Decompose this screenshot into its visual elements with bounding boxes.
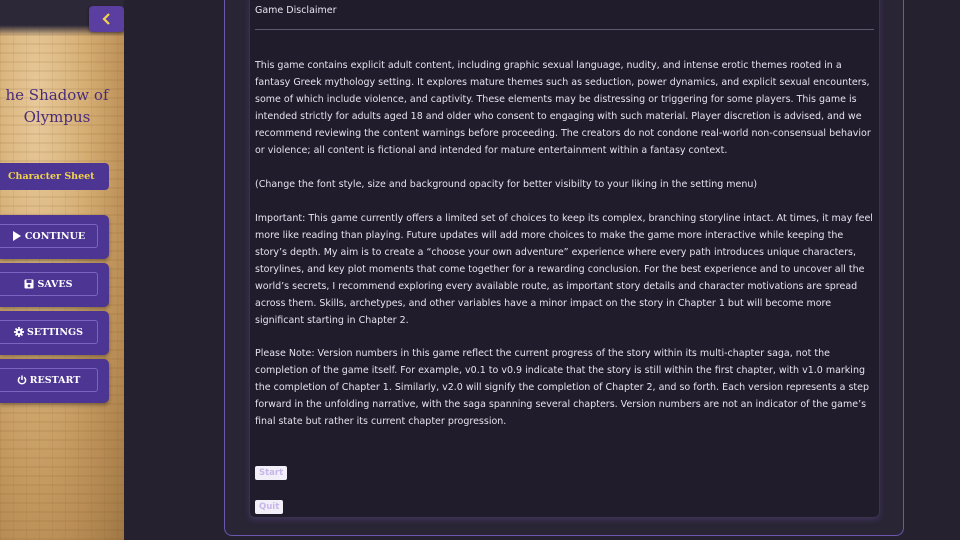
power-icon xyxy=(17,375,27,385)
floppy-disk-icon xyxy=(24,279,34,289)
restart-button[interactable] xyxy=(0,359,109,403)
quit-button[interactable]: Quit xyxy=(255,500,283,514)
character-sheet-button[interactable] xyxy=(0,163,109,190)
version-note-paragraph: Please Note: Version numbers in this game reflect the current progress of the story within its multi-chapter saga, not the completion of the game itself. For example, v0.1 to v0.9 indicate that the story is still within the first chapter, with v1.0 marking the completion of Chapter 1. Similarly, v2.0 will signify the completion of Chapter 2, and so forth. Each version represents a step forward in the unfolding narrative, with the saga spanning several chapters. Version numbers are not an indicator of the game’s final state but rather its current chapter progression. xyxy=(255,348,870,427)
restart-label: RESTART xyxy=(29,374,81,386)
continue-button[interactable] xyxy=(0,215,109,259)
settings-hint-paragraph: (Change the font style, size and background opacity for better visibilty to your liking in the setting menu) xyxy=(255,179,758,190)
game-title-line1: he Shadow of xyxy=(5,86,109,104)
settings-label: SETTINGS xyxy=(26,326,83,338)
disclaimer-divider xyxy=(255,29,874,30)
play-icon xyxy=(12,231,22,241)
start-button[interactable]: Start xyxy=(255,466,287,480)
game-title xyxy=(0,84,124,128)
game-title-line2: Olympus xyxy=(23,108,91,126)
gear-icon xyxy=(14,327,24,337)
collapse-sidebar-button[interactable] xyxy=(89,6,124,32)
important-paragraph: Important: This game currently offers a limited set of choices to keep its complex, branching storyline intact. At times, it may feel more like reading than playing. Future updates will add more choices to make the game more interactive while keeping the story’s depth. My aim is to create a “choose your own adventure” experience where every path introduces unique characters, storylines, and key plot moments that come together for a rewarding conclusion. For the best experience and to uncover all the world’s secrets, I recommend exploring every available route, as important story details and character motivations are spread across them. Skills, archetypes, and other variables have a minor impact on the story in Chapter 1 but will become more significant starting in Chapter 2. xyxy=(255,213,873,326)
chevron-left-icon xyxy=(101,13,113,25)
disclaimer-paragraph: This game contains explicit adult content, including graphic sexual language, nudity, and intense erotic themes rooted in a fantasy Greek mythology setting. It explores mature themes such as seduction, power dynamics, and explicit sexual encounters, some of which include violence, and captivity. These elements may be distressing or triggering for some players. This game is intended strictly for adults aged 18 and older who consent to engaging with such material. Player discretion is advised, and we recommend reviewing the content warnings before proceeding. The creators do not condone real-world non-consensual behavior or violence; all content is fictional and intended for mature entertainment within a fantasy context. xyxy=(255,60,871,156)
settings-button[interactable] xyxy=(0,311,109,355)
continue-label: CONTINUE xyxy=(24,230,86,242)
character-sheet-label: Character Sheet xyxy=(8,171,95,182)
sidebar xyxy=(0,0,124,540)
disclaimer-title: Game Disclaimer xyxy=(255,5,337,16)
saves-button[interactable] xyxy=(0,263,109,307)
saves-label: SAVES xyxy=(37,278,73,290)
